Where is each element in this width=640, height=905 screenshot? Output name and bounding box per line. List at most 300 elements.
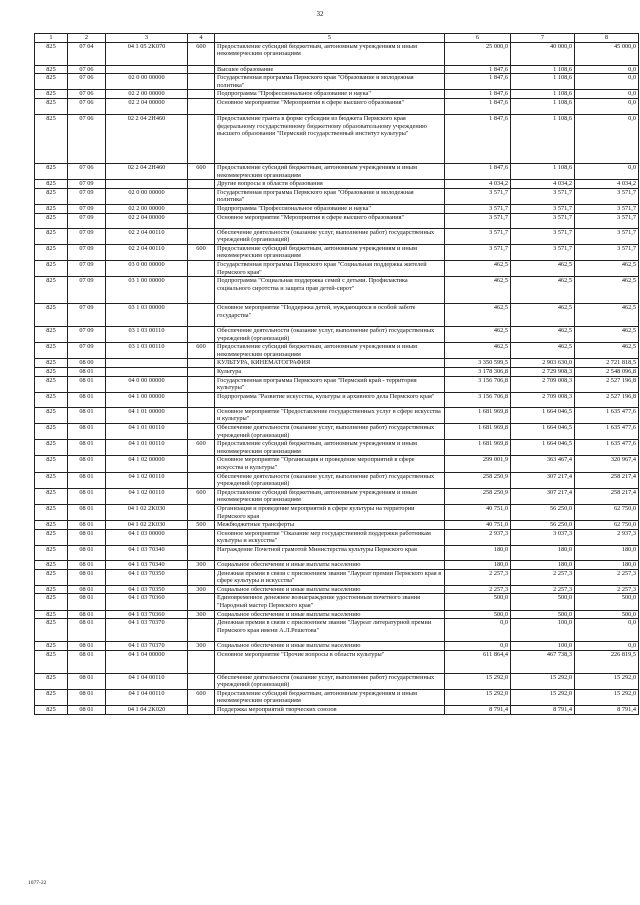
table-row xyxy=(35,42,639,65)
cell-name: Обеспечение деятельности (оказание услуг, выполнение работ) государственных учреждений (организаций) xyxy=(215,472,445,488)
table-row xyxy=(35,343,639,359)
table-row xyxy=(35,180,639,189)
cell-2022: 3 571,7 xyxy=(445,244,511,260)
cell-expense xyxy=(188,90,215,99)
cell-2024: 3 571,7 xyxy=(575,204,639,213)
table-body xyxy=(35,42,639,714)
cell-target: 03 1 00 00000 xyxy=(106,277,188,304)
cell-2024: 0,0 xyxy=(575,90,639,99)
cell-name: Основное мероприятие "Предоставление государственных услуг в сфере искусства и культуры" xyxy=(215,407,445,423)
cell-expense: 600 xyxy=(188,244,215,260)
cell-name: Предоставление субсидий бюджетным, автономным учреждениям и иным некоммерческим организациям xyxy=(215,244,445,260)
table-row xyxy=(35,188,639,204)
header-row xyxy=(35,34,639,43)
cell-section: 08 01 xyxy=(68,504,106,520)
cell-section: 08 01 xyxy=(68,673,106,689)
cell-name: Единовременное денежное вознаграждение удостоенным почетного звания "Народный мастер Пермского края" xyxy=(215,594,445,610)
cell-2023: 1 108,6 xyxy=(511,163,575,179)
cell-gp: 825 xyxy=(35,472,68,488)
cell-gp: 825 xyxy=(35,456,68,472)
cell-expense xyxy=(188,304,215,327)
cell-section: 08 01 xyxy=(68,521,106,530)
cell-gp: 825 xyxy=(35,440,68,456)
cell-target: 02 2 04 00000 xyxy=(106,213,188,228)
cell-section: 08 01 xyxy=(68,642,106,651)
cell-target: 02 2 04 2Н460 xyxy=(106,114,188,163)
table-row xyxy=(35,569,639,585)
cell-2023: 2 257,3 xyxy=(511,569,575,585)
table-row xyxy=(35,650,639,673)
cell-section: 08 01 xyxy=(68,650,106,673)
cell-section: 08 01 xyxy=(68,392,106,407)
cell-2022: 180,0 xyxy=(445,545,511,560)
cell-2023: 462,5 xyxy=(511,304,575,327)
cell-2024: 2 527 196,8 xyxy=(575,376,639,392)
cell-2023: 3 571,7 xyxy=(511,228,575,244)
cell-2022: 40 751,0 xyxy=(445,521,511,530)
cell-gp: 825 xyxy=(35,204,68,213)
table-row xyxy=(35,376,639,392)
cell-2022: 500,0 xyxy=(445,594,511,610)
table-row xyxy=(35,619,639,642)
cell-2022: 1 681 969,8 xyxy=(445,440,511,456)
cell-2023: 1 664 046,5 xyxy=(511,424,575,440)
cell-2024: 2 257,3 xyxy=(575,585,639,594)
cell-name: Поддержка мероприятий творческих союзов xyxy=(215,706,445,715)
cell-2022: 1 681 969,8 xyxy=(445,407,511,423)
cell-expense xyxy=(188,424,215,440)
cell-target xyxy=(106,180,188,189)
cell-2023: 462,5 xyxy=(511,327,575,343)
table-row xyxy=(35,277,639,304)
cell-2022: 0,0 xyxy=(445,642,511,651)
cell-expense: 300 xyxy=(188,642,215,651)
cell-2023: 2 709 008,3 xyxy=(511,376,575,392)
cell-name: Государственная программа Пермского края "Образование и молодежная политика" xyxy=(215,74,445,90)
cell-section: 08 01 xyxy=(68,560,106,569)
cell-2023: 1 664 046,5 xyxy=(511,440,575,456)
cell-expense xyxy=(188,619,215,642)
cell-gp: 825 xyxy=(35,569,68,585)
cell-expense: 300 xyxy=(188,560,215,569)
cell-target: 04 1 02 2K030 xyxy=(106,504,188,520)
cell-section: 08 01 xyxy=(68,529,106,545)
table-row xyxy=(35,594,639,610)
table-row xyxy=(35,545,639,560)
cell-target: 04 1 03 70370 xyxy=(106,619,188,642)
table-row xyxy=(35,673,639,689)
cell-2024: 3 571,7 xyxy=(575,213,639,228)
cell-target: 04 1 04 2K020 xyxy=(106,706,188,715)
cell-2023: 500,0 xyxy=(511,610,575,619)
cell-expense: 300 xyxy=(188,610,215,619)
cell-expense: 600 xyxy=(188,163,215,179)
cell-section: 07 06 xyxy=(68,65,106,74)
cell-gp: 825 xyxy=(35,188,68,204)
cell-gp: 825 xyxy=(35,407,68,423)
cell-expense xyxy=(188,456,215,472)
cell-section: 08 01 xyxy=(68,594,106,610)
table-row xyxy=(35,456,639,472)
cell-2023: 180,0 xyxy=(511,560,575,569)
cell-2024: 0,0 xyxy=(575,74,639,90)
cell-target: 04 1 03 70350 xyxy=(106,569,188,585)
cell-2022: 2 257,3 xyxy=(445,585,511,594)
cell-2024: 4 034,2 xyxy=(575,180,639,189)
cell-2022: 25 000,0 xyxy=(445,42,511,65)
cell-2022: 3 156 706,8 xyxy=(445,392,511,407)
cell-section: 07 06 xyxy=(68,90,106,99)
cell-expense xyxy=(188,188,215,204)
cell-section: 08 01 xyxy=(68,472,106,488)
cell-name: Основное мероприятие "Поддержка детей, нуждающихся в особой заботе государства" xyxy=(215,304,445,327)
table-row xyxy=(35,359,639,368)
table-row xyxy=(35,529,639,545)
page-number: 32 xyxy=(316,10,324,18)
cell-expense xyxy=(188,65,215,74)
cell-2023: 40 000,0 xyxy=(511,42,575,65)
cell-expense xyxy=(188,98,215,114)
cell-2024: 2 548 096,8 xyxy=(575,368,639,377)
cell-2023: 3 037,3 xyxy=(511,529,575,545)
cell-2024: 462,5 xyxy=(575,343,639,359)
cell-2024: 1 635 477,6 xyxy=(575,440,639,456)
cell-target: 03 1 03 00110 xyxy=(106,343,188,359)
cell-2022: 462,5 xyxy=(445,277,511,304)
cell-name: Культура xyxy=(215,368,445,377)
cell-target: 04 1 03 00000 xyxy=(106,529,188,545)
cell-2024: 15 292,0 xyxy=(575,689,639,705)
cell-2024: 62 750,0 xyxy=(575,521,639,530)
cell-gp: 825 xyxy=(35,368,68,377)
table-row xyxy=(35,114,639,163)
cell-expense xyxy=(188,407,215,423)
cell-2024: 462,5 xyxy=(575,304,639,327)
table-row xyxy=(35,585,639,594)
cell-2022: 3 350 599,5 xyxy=(445,359,511,368)
cell-gp: 825 xyxy=(35,585,68,594)
cell-section: 08 01 xyxy=(68,440,106,456)
cell-2023: 180,0 xyxy=(511,545,575,560)
cell-expense: 600 xyxy=(188,689,215,705)
cell-gp: 825 xyxy=(35,114,68,163)
cell-section: 07 06 xyxy=(68,114,106,163)
table-row xyxy=(35,560,639,569)
cell-2022: 3 571,7 xyxy=(445,213,511,228)
cell-target: 04 1 02 2K030 xyxy=(106,521,188,530)
col-header-7: 7 xyxy=(511,34,575,43)
col-header-5: 5 xyxy=(215,34,445,43)
cell-2023: 462,5 xyxy=(511,260,575,276)
cell-2022: 8 791,4 xyxy=(445,706,511,715)
cell-2022: 15 292,0 xyxy=(445,673,511,689)
cell-gp: 825 xyxy=(35,521,68,530)
table-row xyxy=(35,521,639,530)
cell-name: Подпрограмма "Социальная поддержка семей с детьми. Профилактика социального сиротства и защита прав детей-сирот" xyxy=(215,277,445,304)
cell-gp: 825 xyxy=(35,213,68,228)
col-header-1: 1 xyxy=(35,34,68,43)
cell-gp: 825 xyxy=(35,594,68,610)
cell-2024: 0,0 xyxy=(575,114,639,163)
cell-name: Основное мероприятие "Мероприятия в сфере высшего образования" xyxy=(215,213,445,228)
cell-target: 04 1 03 70360 xyxy=(106,594,188,610)
cell-name: Обеспечение деятельности (оказание услуг, выполнение работ) государственных учреждений (организаций) xyxy=(215,228,445,244)
cell-2024: 2 937,3 xyxy=(575,529,639,545)
cell-2024: 1 635 477,6 xyxy=(575,424,639,440)
cell-name: Основное мероприятие "Прочие вопросы в области культуры" xyxy=(215,650,445,673)
cell-expense xyxy=(188,277,215,304)
cell-gp: 825 xyxy=(35,228,68,244)
col-header-4: 4 xyxy=(188,34,215,43)
cell-2022: 462,5 xyxy=(445,343,511,359)
cell-section: 07 09 xyxy=(68,327,106,343)
cell-target: 04 1 03 70360 xyxy=(106,610,188,619)
cell-2024: 3 571,7 xyxy=(575,228,639,244)
cell-name: Обеспечение деятельности (оказание услуг, выполнение работ) государственных учреждений (организаций) xyxy=(215,327,445,343)
cell-2022: 3 571,7 xyxy=(445,188,511,204)
cell-name: Предоставление субсидий бюджетным, автономным учреждениям и иным некоммерческим организациям xyxy=(215,488,445,504)
table-row xyxy=(35,689,639,705)
cell-expense: 500 xyxy=(188,521,215,530)
cell-gp: 825 xyxy=(35,529,68,545)
cell-2023: 1 108,6 xyxy=(511,114,575,163)
cell-expense xyxy=(188,594,215,610)
col-header-6: 6 xyxy=(445,34,511,43)
cell-2024: 0,0 xyxy=(575,619,639,642)
table-row xyxy=(35,228,639,244)
cell-name: Подпрограмма "Профессиональное образование и наука" xyxy=(215,90,445,99)
cell-gp: 825 xyxy=(35,376,68,392)
table-row xyxy=(35,65,639,74)
cell-2024: 320 967,4 xyxy=(575,456,639,472)
cell-2023: 462,5 xyxy=(511,277,575,304)
cell-2022: 299 001,9 xyxy=(445,456,511,472)
table-row xyxy=(35,424,639,440)
cell-name: Социальное обеспечение и иные выплаты населению xyxy=(215,585,445,594)
cell-gp: 825 xyxy=(35,673,68,689)
table-row xyxy=(35,488,639,504)
cell-expense xyxy=(188,529,215,545)
cell-2023: 3 571,7 xyxy=(511,204,575,213)
cell-gp: 825 xyxy=(35,180,68,189)
cell-2022: 3 571,7 xyxy=(445,204,511,213)
cell-section: 07 04 xyxy=(68,42,106,65)
cell-target: 03 1 03 00110 xyxy=(106,327,188,343)
cell-gp: 825 xyxy=(35,244,68,260)
cell-2024: 1 635 477,6 xyxy=(575,407,639,423)
cell-section: 07 09 xyxy=(68,244,106,260)
cell-2024: 462,5 xyxy=(575,260,639,276)
cell-gp: 825 xyxy=(35,610,68,619)
cell-expense: 300 xyxy=(188,585,215,594)
cell-target: 03 1 03 00000 xyxy=(106,304,188,327)
budget-table xyxy=(34,33,639,715)
cell-target: 04 1 04 00000 xyxy=(106,650,188,673)
cell-gp: 825 xyxy=(35,163,68,179)
cell-2024: 2 721 818,5 xyxy=(575,359,639,368)
cell-section: 08 01 xyxy=(68,488,106,504)
cell-section: 08 01 xyxy=(68,569,106,585)
cell-expense xyxy=(188,504,215,520)
cell-section: 08 01 xyxy=(68,407,106,423)
cell-expense xyxy=(188,650,215,673)
cell-2024: 0,0 xyxy=(575,163,639,179)
cell-name: Социальное обеспечение и иные выплаты населению xyxy=(215,642,445,651)
cell-target: 04 1 01 00110 xyxy=(106,440,188,456)
cell-gp: 825 xyxy=(35,304,68,327)
cell-target: 04 1 01 00000 xyxy=(106,407,188,423)
cell-expense: 600 xyxy=(188,343,215,359)
cell-2022: 1 847,6 xyxy=(445,74,511,90)
cell-2023: 2 903 630,0 xyxy=(511,359,575,368)
cell-section: 07 09 xyxy=(68,188,106,204)
cell-target: 04 1 03 70340 xyxy=(106,545,188,560)
cell-2023: 3 571,7 xyxy=(511,213,575,228)
cell-target: 04 1 02 00110 xyxy=(106,488,188,504)
cell-2022: 3 156 706,8 xyxy=(445,376,511,392)
cell-2023: 1 108,6 xyxy=(511,90,575,99)
cell-2023: 3 571,7 xyxy=(511,188,575,204)
cell-gp: 825 xyxy=(35,343,68,359)
cell-expense xyxy=(188,228,215,244)
cell-2023: 4 034,2 xyxy=(511,180,575,189)
cell-2023: 56 250,0 xyxy=(511,504,575,520)
cell-2022: 462,5 xyxy=(445,327,511,343)
cell-2022: 4 034,2 xyxy=(445,180,511,189)
table-row xyxy=(35,244,639,260)
cell-expense xyxy=(188,327,215,343)
cell-target: 02 2 04 00110 xyxy=(106,228,188,244)
table-row xyxy=(35,74,639,90)
cell-section: 07 06 xyxy=(68,163,106,179)
cell-2022: 15 292,0 xyxy=(445,689,511,705)
cell-name: Государственная программа Пермского края "Образование и молодежная политика" xyxy=(215,188,445,204)
cell-2022: 1 681 969,8 xyxy=(445,424,511,440)
cell-2024: 3 571,7 xyxy=(575,244,639,260)
cell-name: Межбюджетные трансферты xyxy=(215,521,445,530)
cell-expense xyxy=(188,376,215,392)
cell-section: 08 01 xyxy=(68,424,106,440)
cell-gp: 825 xyxy=(35,90,68,99)
cell-2023: 1 108,6 xyxy=(511,74,575,90)
cell-section: 08 01 xyxy=(68,456,106,472)
table-row xyxy=(35,327,639,343)
cell-2023: 2 729 908,3 xyxy=(511,368,575,377)
cell-section: 07 09 xyxy=(68,204,106,213)
cell-2022: 1 847,6 xyxy=(445,163,511,179)
cell-target: 04 1 04 00110 xyxy=(106,689,188,705)
cell-2024: 500,0 xyxy=(575,594,639,610)
table-row xyxy=(35,163,639,179)
cell-2022: 1 847,6 xyxy=(445,98,511,114)
cell-2023: 363 467,4 xyxy=(511,456,575,472)
cell-target: 02 0 00 00000 xyxy=(106,188,188,204)
cell-2023: 15 292,0 xyxy=(511,673,575,689)
cell-name: Награждение Почетной грамотой Министерства культуры Пермского края xyxy=(215,545,445,560)
cell-name: Социальное обеспечение и иные выплаты населению xyxy=(215,610,445,619)
table-row xyxy=(35,504,639,520)
cell-gp: 825 xyxy=(35,619,68,642)
cell-target: 04 1 00 00000 xyxy=(106,392,188,407)
cell-target: 04 1 03 70370 xyxy=(106,642,188,651)
cell-section: 08 01 xyxy=(68,585,106,594)
table-row xyxy=(35,440,639,456)
cell-2024: 15 292,0 xyxy=(575,673,639,689)
cell-2023: 2 257,3 xyxy=(511,585,575,594)
cell-section: 08 01 xyxy=(68,368,106,377)
cell-2024: 258 217,4 xyxy=(575,488,639,504)
cell-gp: 825 xyxy=(35,65,68,74)
cell-section: 07 09 xyxy=(68,343,106,359)
cell-2024: 8 791,4 xyxy=(575,706,639,715)
cell-name: Основное мероприятие "Организация и проведение мероприятий в сфере искусства и культуры" xyxy=(215,456,445,472)
cell-2022: 1 847,6 xyxy=(445,65,511,74)
cell-target: 04 1 02 00000 xyxy=(106,456,188,472)
table-row xyxy=(35,368,639,377)
table-row xyxy=(35,472,639,488)
cell-target: 04 1 03 70350 xyxy=(106,585,188,594)
cell-2022: 180,0 xyxy=(445,560,511,569)
cell-gp: 825 xyxy=(35,424,68,440)
cell-2024: 180,0 xyxy=(575,545,639,560)
cell-section: 07 09 xyxy=(68,277,106,304)
cell-2024: 226 819,5 xyxy=(575,650,639,673)
cell-2023: 307 217,4 xyxy=(511,488,575,504)
cell-2024: 0,0 xyxy=(575,642,639,651)
cell-2024: 2 527 196,8 xyxy=(575,392,639,407)
cell-2022: 40 751,0 xyxy=(445,504,511,520)
table-row xyxy=(35,260,639,276)
cell-2023: 2 709 008,3 xyxy=(511,392,575,407)
cell-section: 07 09 xyxy=(68,180,106,189)
cell-2023: 56 250,0 xyxy=(511,521,575,530)
cell-name: Денежная премия в связи с присвоением звания "Лауреат литературной премии Пермского края имени А.Л.Решетова" xyxy=(215,619,445,642)
cell-gp: 825 xyxy=(35,650,68,673)
col-header-8: 8 xyxy=(575,34,639,43)
cell-expense xyxy=(188,673,215,689)
table-row xyxy=(35,98,639,114)
cell-gp: 825 xyxy=(35,277,68,304)
cell-expense xyxy=(188,204,215,213)
cell-target: 02 2 04 2Н460 xyxy=(106,163,188,179)
cell-expense xyxy=(188,114,215,163)
cell-2024: 258 217,4 xyxy=(575,472,639,488)
cell-2022: 0,0 xyxy=(445,619,511,642)
cell-2022: 611 864,4 xyxy=(445,650,511,673)
cell-target: 04 1 02 00110 xyxy=(106,472,188,488)
cell-2023: 462,5 xyxy=(511,343,575,359)
cell-2022: 500,0 xyxy=(445,610,511,619)
cell-gp: 825 xyxy=(35,327,68,343)
cell-2022: 2 257,3 xyxy=(445,569,511,585)
cell-target xyxy=(106,359,188,368)
cell-section: 07 06 xyxy=(68,98,106,114)
cell-name: Государственная программа Пермского края "Пермский край - территория культуры" xyxy=(215,376,445,392)
cell-2024: 462,5 xyxy=(575,277,639,304)
cell-section: 07 06 xyxy=(68,74,106,90)
cell-expense xyxy=(188,472,215,488)
table-row xyxy=(35,90,639,99)
cell-2022: 3 178 306,8 xyxy=(445,368,511,377)
cell-2024: 500,0 xyxy=(575,610,639,619)
cell-2022: 258 250,9 xyxy=(445,472,511,488)
cell-2024: 180,0 xyxy=(575,560,639,569)
cell-name: Высшее образование xyxy=(215,65,445,74)
cell-2023: 100,0 xyxy=(511,642,575,651)
cell-name: Организация и проведение мероприятий в сфере культуры на территории Пермского края xyxy=(215,504,445,520)
cell-gp: 825 xyxy=(35,560,68,569)
cell-2024: 462,5 xyxy=(575,327,639,343)
